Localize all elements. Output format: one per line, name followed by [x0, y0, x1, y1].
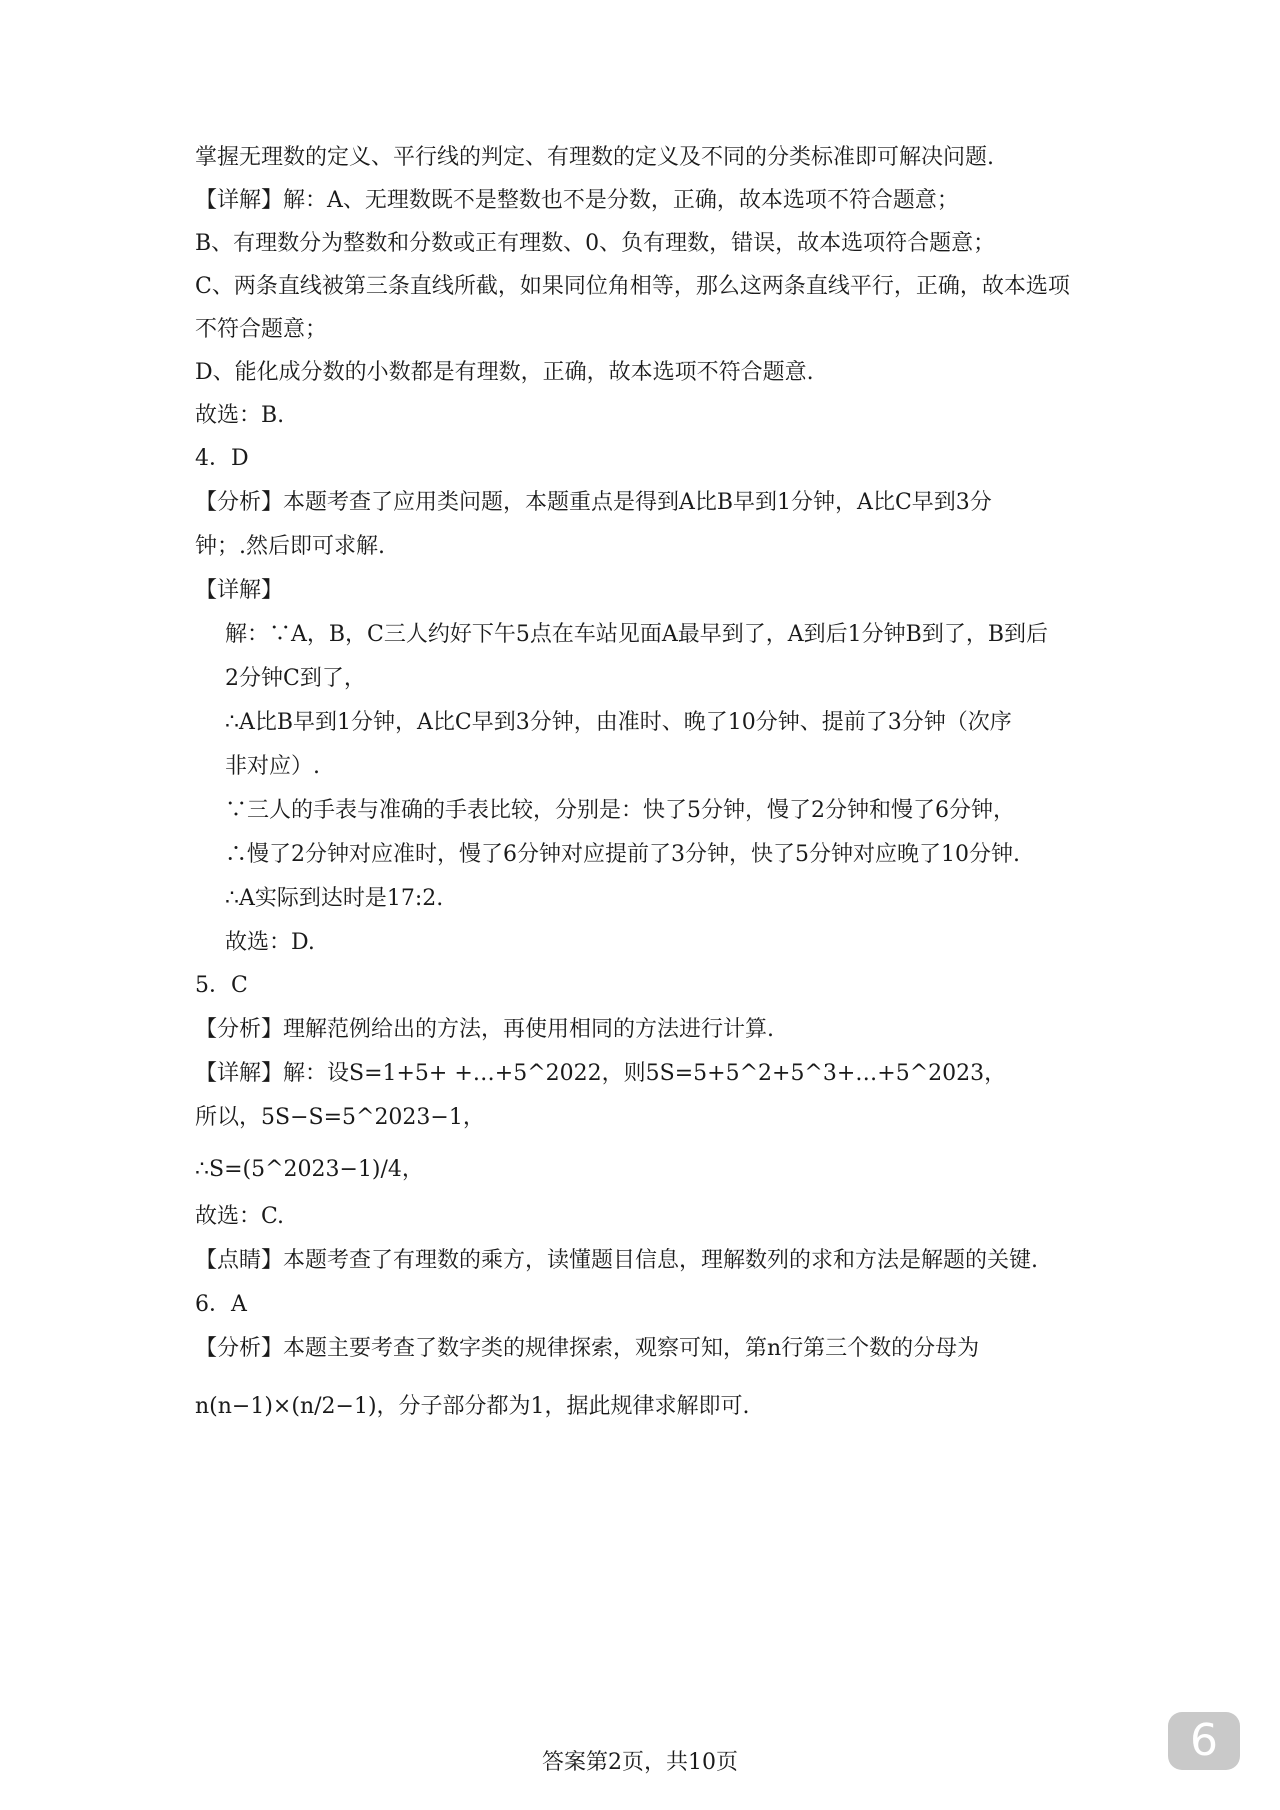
- q3-detail-a: 【详解】解：A、无理数既不是整数也不是分数，正确，故本选项不符合题意；: [195, 188, 959, 213]
- q4-detail-label: 【详解】: [195, 578, 284, 603]
- q5-so: 所以，5S−S=5^2023−1，: [195, 1105, 485, 1130]
- q4-detail-line3: ∴A比B早到1分钟，A比C早到3分钟，由准时、晚了10分钟、提前了3分钟（次序: [225, 710, 1012, 735]
- page-footer: 答案第2页，共10页: [542, 1750, 738, 1775]
- q6-heading: 6．A: [195, 1292, 247, 1317]
- q4-detail-line4: 非对应）.: [225, 754, 320, 779]
- q4-detail-line5: ∵三人的手表与准确的手表比较，分别是：快了5分钟，慢了2分钟和慢了6分钟，: [225, 798, 1015, 823]
- q4-detail-line1: 解：∵A，B，C三人约好下午5点在车站见面A最早到了，A到后1分钟B到了，B到后: [225, 622, 1048, 647]
- q6-analysis-line1: 【分析】本题主要考查了数字类的规律探索，观察可知，第n行第三个数的分母为: [195, 1336, 980, 1361]
- q4-detail-line2: 2分钟C到了，: [225, 666, 366, 691]
- q4-heading: 4．D: [195, 446, 249, 471]
- q5-detail: 【详解】解：设S=1+5+ +…+5^2022，则5S=5+5^2+5^3+…+5^2023，: [195, 1061, 1007, 1086]
- q4-analysis-line1: 【分析】本题考查了应用类问题，本题重点是得到A比B早到1分钟，A比C早到3分: [195, 490, 992, 515]
- page-number-badge: 6: [1168, 1712, 1240, 1770]
- q3-option-c-line1: C、两条直线被第三条直线所截，如果同位角相等，那么这两条直线平行，正确，故本选项: [195, 274, 1070, 299]
- q3-option-b: B、有理数分为整数和分数或正有理数、0、负有理数，错误，故本选项符合题意；: [195, 231, 996, 256]
- q6-analysis-line2: n(n−1)×(n/2−1)，分子部分都为1，据此规律求解即可.: [195, 1394, 750, 1419]
- q5-heading: 5．C: [195, 973, 248, 998]
- q3-choice: 故选：B.: [195, 403, 285, 428]
- q4-detail-line6: ∴慢了2分钟对应准时，慢了6分钟对应提前了3分钟，快了5分钟对应晚了10分钟.: [225, 842, 1020, 867]
- q3-option-d: D、能化成分数的小数都是有理数，正确，故本选项不符合题意.: [195, 360, 814, 385]
- q5-comment: 【点睛】本题考查了有理数的乘方，读懂题目信息，理解数列的求和方法是解题的关键.: [195, 1248, 1038, 1273]
- q3-option-c-line2: 不符合题意；: [195, 317, 328, 342]
- q5-choice: 故选：C.: [195, 1204, 285, 1229]
- q4-detail-line7: ∴A实际到达时是17:2.: [225, 886, 444, 911]
- q5-analysis: 【分析】理解范例给出的方法，再使用相同的方法进行计算.: [195, 1017, 774, 1042]
- intro-line: 掌握无理数的定义、平行线的判定、有理数的定义及不同的分类标准即可解决问题.: [195, 145, 994, 170]
- q4-analysis-line2: 钟；.然后即可求解.: [195, 534, 385, 559]
- q5-result: ∴S=(5^2023−1)/4，: [195, 1157, 424, 1182]
- q4-choice: 故选：D.: [225, 930, 315, 955]
